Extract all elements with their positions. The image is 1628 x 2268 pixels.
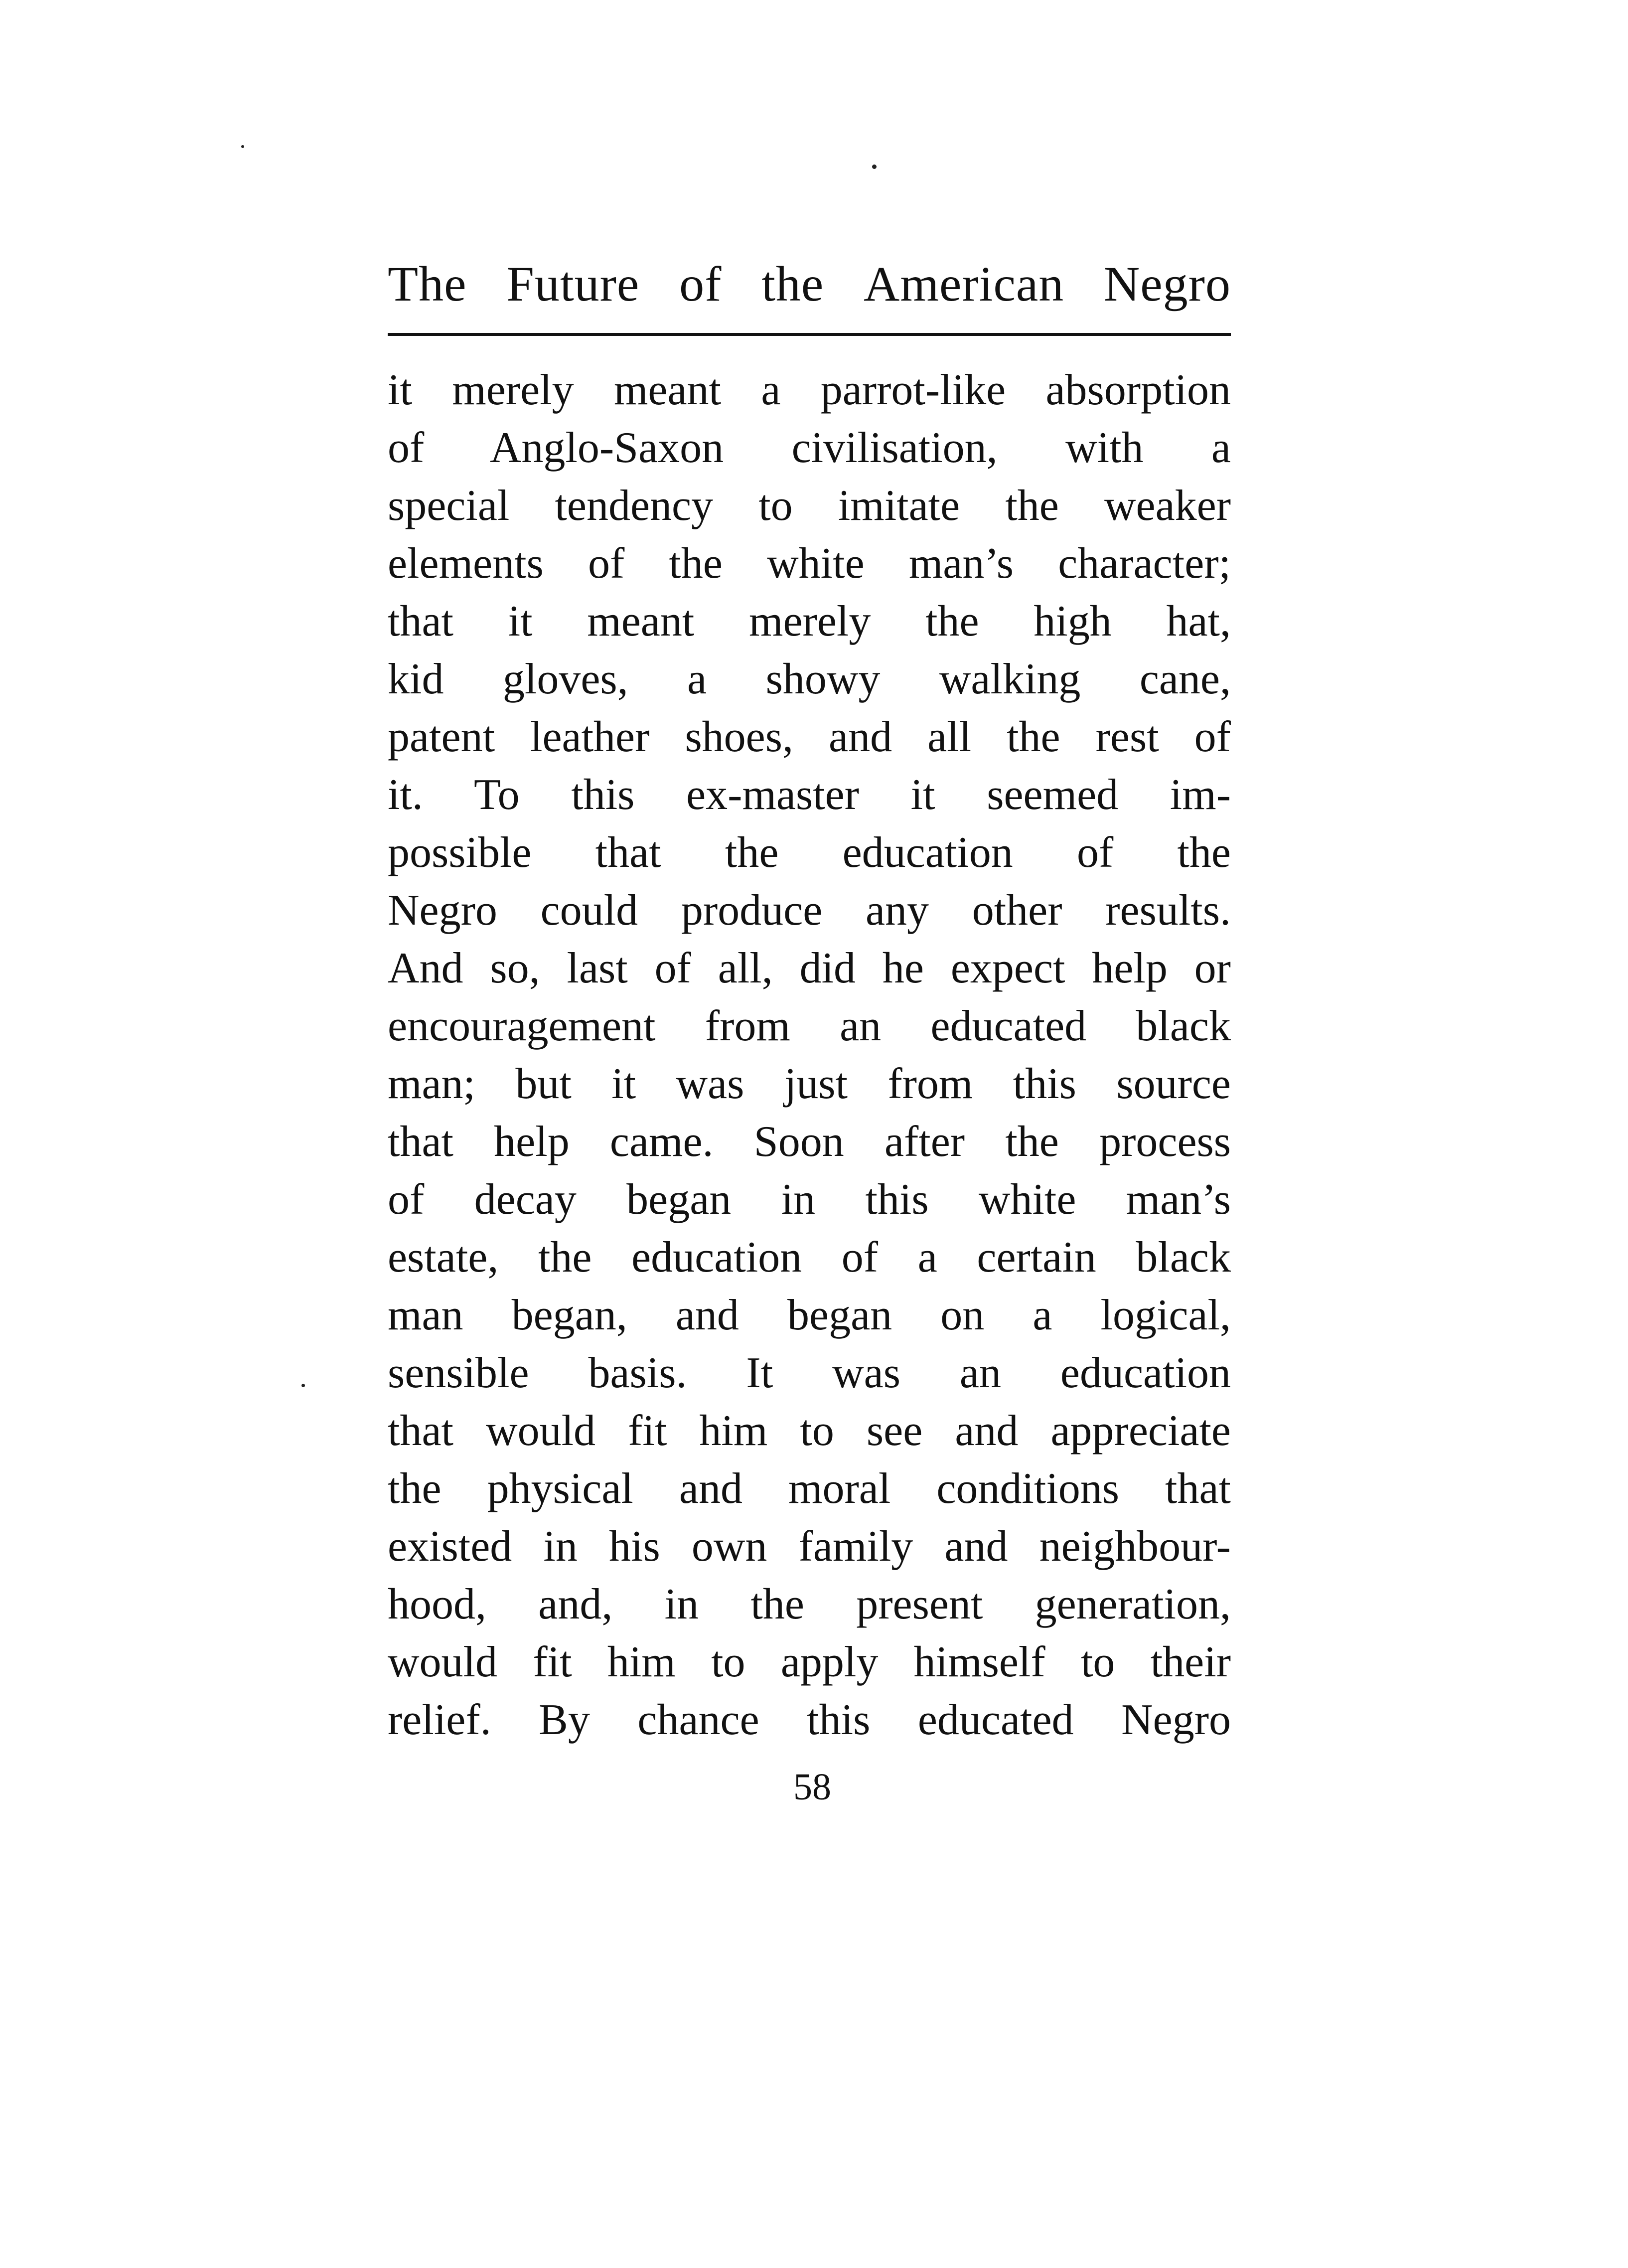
text-line: possible that the education of the bbox=[388, 828, 1231, 877]
running-head-word: Future bbox=[506, 256, 640, 312]
text-line: existed in his own family and neighbour- bbox=[388, 1522, 1231, 1571]
scan-speck bbox=[301, 1384, 305, 1387]
text-line: that would fit him to see and appreciate bbox=[388, 1407, 1231, 1455]
text-line: that help came. Soon after the process bbox=[388, 1118, 1231, 1166]
text-line: of Anglo-Saxon civilisation, with a bbox=[388, 424, 1231, 472]
text-line: that it meant merely the high hat, bbox=[388, 597, 1231, 646]
page-number: 58 bbox=[793, 1766, 831, 1808]
text-line: Negro could produce any other results. bbox=[388, 886, 1231, 935]
text-line: encouragement from an educated black bbox=[388, 1002, 1231, 1050]
text-line: of decay began in this white man’s bbox=[388, 1175, 1231, 1224]
text-line: sensible basis. It was an education bbox=[388, 1349, 1231, 1397]
running-head bbox=[388, 249, 1231, 319]
running-head-word: Negro bbox=[1104, 256, 1231, 312]
text-line: man; but it was just from this source bbox=[388, 1060, 1231, 1108]
header-rule bbox=[388, 333, 1231, 336]
text-line: relief. By chance this educated Negro bbox=[388, 1696, 1231, 1744]
text-line: would fit him to apply himself to their bbox=[388, 1638, 1231, 1686]
text-line: man began, and began on a logical, bbox=[388, 1291, 1231, 1339]
scan-speck bbox=[872, 164, 877, 169]
text-line: the physical and moral conditions that bbox=[388, 1464, 1231, 1513]
running-head-word: The bbox=[388, 256, 467, 312]
text-line: elements of the white man’s character; bbox=[388, 539, 1231, 588]
text-line: hood, and, in the present generation, bbox=[388, 1580, 1231, 1628]
running-head-word: of bbox=[679, 256, 722, 312]
running-head-word: the bbox=[761, 256, 824, 312]
text-line: it. To this ex-master it seemed im- bbox=[388, 771, 1231, 819]
text-line: kid gloves, a showy walking cane, bbox=[388, 655, 1231, 703]
body-text bbox=[388, 361, 1231, 1749]
text-line: estate, the education of a certain black bbox=[388, 1233, 1231, 1282]
text-line: special tendency to imitate the weaker bbox=[388, 482, 1231, 530]
running-head-word: American bbox=[864, 256, 1064, 312]
text-line: it merely meant a parrot-like absorption bbox=[388, 366, 1231, 414]
text-line: patent leather shoes, and all the rest of bbox=[388, 713, 1231, 761]
text-line: And so, last of all, did he expect help or bbox=[388, 944, 1231, 992]
scan-speck bbox=[241, 145, 244, 148]
